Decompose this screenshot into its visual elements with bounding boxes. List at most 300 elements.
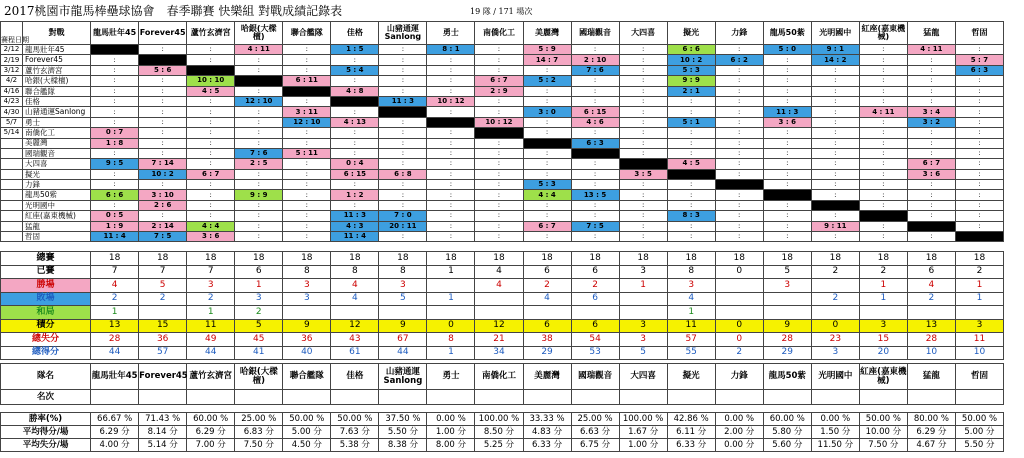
empty-score: : (786, 97, 789, 106)
match-score: 4 : 4 (538, 190, 556, 199)
empty-score: : (209, 201, 212, 210)
match-cell (763, 159, 811, 169)
summary-value: 1 (955, 279, 1003, 293)
match-cell (955, 221, 1003, 231)
summary-value (811, 279, 859, 293)
team-name: 聯合艦隊 (283, 364, 331, 390)
match-cell (571, 190, 619, 200)
match-cell (859, 65, 907, 75)
summary-value: 1 (859, 279, 907, 293)
match-cell (907, 96, 955, 106)
match-score: 20 : 11 (389, 221, 417, 230)
match-score: 12 : 10 (245, 97, 273, 106)
summary-value: 44 (91, 346, 139, 360)
match-cell (715, 55, 763, 65)
team-col-header: 龍馬50紫 (763, 22, 811, 45)
summary-value (811, 306, 859, 320)
rate-value: 7.00 分 (187, 439, 235, 452)
empty-score: : (257, 65, 260, 74)
match-cell (187, 221, 235, 231)
rate-value: 4.50 分 (283, 439, 331, 452)
match-cell (475, 45, 523, 55)
summary-value: 3 (235, 292, 283, 306)
empty-score: : (305, 169, 308, 178)
match-score: 9 : 1 (826, 45, 845, 54)
empty-score: : (930, 86, 933, 95)
grid-row (1, 117, 1004, 127)
match-score: 6 : 3 (970, 65, 989, 74)
empty-score: : (641, 45, 645, 54)
summary-value: 10 (955, 346, 1003, 360)
empty-score: : (593, 128, 597, 137)
rate-value: 60.00 % (187, 413, 235, 426)
match-cell (667, 45, 715, 55)
match-score: 1 : 5 (346, 45, 364, 54)
summary-value: 61 (331, 346, 379, 360)
empty-score: : (209, 107, 212, 116)
rank-value (571, 390, 619, 405)
match-cell (763, 65, 811, 75)
spacer (1, 405, 1004, 413)
summary-value: 18 (91, 252, 139, 266)
empty-score: : (113, 55, 116, 64)
empty-score: : (113, 86, 116, 95)
empty-score: : (545, 169, 549, 178)
match-cell (283, 190, 331, 200)
match-cell (523, 200, 571, 210)
match-cell (379, 148, 427, 158)
match-cell (859, 76, 907, 86)
summary-value: 53 (571, 346, 619, 360)
match-cell (907, 86, 955, 96)
match-date: 5/14 (1, 128, 23, 138)
match-cell (811, 169, 859, 179)
match-cell (763, 221, 811, 231)
empty-score: : (882, 128, 885, 137)
rate-value: 25.00 % (235, 413, 283, 426)
self-cell (715, 180, 763, 190)
match-date (1, 190, 23, 200)
summary-value: 57 (139, 346, 187, 360)
match-cell (667, 190, 715, 200)
summary-value: 6 (523, 265, 571, 279)
match-cell (811, 96, 859, 106)
match-cell (955, 96, 1003, 106)
summary-value: 18 (715, 252, 763, 266)
empty-score: : (689, 128, 693, 137)
match-score: 2 : 5 (250, 159, 268, 168)
match-cell (139, 221, 187, 231)
match-cell (715, 138, 763, 148)
match-score: 2 : 3 (682, 169, 700, 178)
match-cell (763, 55, 811, 65)
rate-value: 80.00 % (907, 413, 955, 426)
summary-value: 0 (811, 319, 859, 333)
match-cell (523, 45, 571, 55)
empty-score: : (401, 45, 405, 54)
match-cell (667, 211, 715, 221)
empty-score: : (882, 232, 885, 241)
empty-score: : (641, 65, 645, 74)
empty-score: : (401, 138, 405, 147)
match-date (1, 159, 23, 169)
match-cell (907, 117, 955, 127)
empty-score: : (882, 169, 885, 178)
rate-value: 50.00 % (331, 413, 379, 426)
empty-score: : (305, 138, 308, 147)
empty-score: : (449, 221, 453, 230)
empty-score: : (786, 76, 789, 85)
empty-score: : (834, 117, 837, 126)
empty-score: : (930, 149, 933, 158)
match-cell (523, 65, 571, 75)
summary-value (715, 306, 763, 320)
summary-value: 6 (571, 292, 619, 306)
grid-row (1, 200, 1004, 210)
summary-value: 55 (667, 346, 715, 360)
match-score: 3 : 0 (538, 107, 556, 116)
match-cell (139, 159, 187, 169)
summary-label: 總得分 (1, 346, 91, 360)
empty-score: : (353, 107, 357, 116)
rate-value: 0.00 分 (715, 439, 763, 452)
match-cell (619, 128, 667, 138)
summary-value: 18 (763, 252, 811, 266)
summary-value (907, 306, 955, 320)
summary-value: 10 (907, 346, 955, 360)
match-cell (235, 55, 283, 65)
summary-value (571, 306, 619, 320)
empty-score: : (305, 45, 308, 54)
empty-score: : (209, 117, 212, 126)
match-cell (427, 55, 475, 65)
match-cell (619, 200, 667, 210)
empty-score: : (161, 128, 164, 137)
empty-score: : (305, 221, 308, 230)
grid-row (1, 211, 1004, 221)
empty-score: : (305, 65, 308, 74)
empty-score: : (161, 211, 164, 220)
match-cell (187, 169, 235, 179)
match-score: 13 : 5 (583, 190, 607, 199)
summary-value: 7 (91, 265, 139, 279)
match-score: 11 : 4 (103, 232, 126, 241)
rate-label: 勝率(%) (1, 413, 91, 426)
self-cell (235, 76, 283, 86)
row-team-name: 聯合艦隊 (23, 86, 91, 96)
match-score: 0 : 5 (105, 211, 124, 220)
match-cell (283, 96, 331, 106)
empty-score: : (786, 65, 789, 74)
match-score: 11 : 3 (391, 97, 415, 106)
match-cell (907, 138, 955, 148)
empty-score: : (978, 76, 981, 85)
rank-value (667, 390, 715, 405)
match-cell (859, 190, 907, 200)
match-cell (475, 159, 523, 169)
match-cell (139, 169, 187, 179)
match-cell (571, 221, 619, 231)
match-cell (811, 190, 859, 200)
match-cell (283, 107, 331, 117)
summary-value (379, 306, 427, 320)
summary-value: 5 (139, 279, 187, 293)
match-cell (235, 159, 283, 169)
team-name: 國瑞觀音 (571, 364, 619, 390)
match-cell (763, 96, 811, 106)
team-name: Forever45 (139, 364, 187, 390)
match-cell (859, 159, 907, 169)
match-cell (955, 76, 1003, 86)
empty-score: : (545, 201, 549, 210)
match-cell (379, 86, 427, 96)
match-cell (715, 86, 763, 96)
spacer-row (1, 405, 1004, 413)
empty-score: : (882, 190, 885, 199)
empty-score: : (834, 159, 837, 168)
match-cell (523, 169, 571, 179)
match-score: 3 : 6 (922, 169, 941, 178)
match-cell (715, 76, 763, 86)
team-col-header: 光明國中 (811, 22, 859, 45)
match-cell (571, 232, 619, 242)
match-cell (475, 55, 523, 65)
empty-score: : (738, 159, 741, 168)
match-cell (379, 76, 427, 86)
row-team-name: 佳格 (23, 96, 91, 106)
match-score: 6 : 7 (922, 159, 941, 168)
match-score: 6 : 3 (586, 138, 604, 147)
empty-score: : (641, 117, 645, 126)
match-cell (571, 200, 619, 210)
team-name-row (1, 364, 1004, 390)
match-score: 1 : 2 (346, 190, 364, 199)
empty-score: : (834, 76, 837, 85)
summary-value (475, 306, 523, 320)
match-cell (811, 211, 859, 221)
grid-row (1, 180, 1004, 190)
empty-score: : (257, 201, 260, 210)
match-cell (331, 117, 379, 127)
match-date: 4/16 (1, 86, 23, 96)
grid-row (1, 148, 1004, 158)
empty-score: : (834, 97, 837, 106)
empty-score: : (978, 86, 981, 95)
empty-score: : (641, 232, 645, 241)
empty-score: : (209, 149, 212, 158)
empty-score: : (882, 117, 885, 126)
summary-value: 3 (859, 319, 907, 333)
match-cell (763, 45, 811, 55)
match-cell (907, 159, 955, 169)
match-score: 4 : 8 (346, 86, 364, 95)
empty-score: : (738, 97, 741, 106)
grid-row (1, 65, 1004, 75)
match-score: 3 : 5 (634, 169, 652, 178)
team-name: 猛龍 (907, 364, 955, 390)
empty-score: : (497, 201, 501, 210)
rank-label: 名次 (1, 390, 91, 405)
match-cell (331, 76, 379, 86)
rate-value: 11.50 分 (811, 439, 859, 452)
summary-value: 36 (283, 333, 331, 347)
summary-value (283, 306, 331, 320)
match-cell (139, 138, 187, 148)
match-cell (523, 190, 571, 200)
match-cell (379, 159, 427, 169)
summary-value: 11 (955, 333, 1003, 347)
summary-value: 18 (955, 252, 1003, 266)
rate-value: 50.00 % (859, 413, 907, 426)
empty-score: : (353, 76, 357, 85)
empty-score: : (497, 138, 501, 147)
match-cell (619, 211, 667, 221)
empty-score: : (689, 107, 693, 116)
match-cell (523, 96, 571, 106)
summary-value: 1 (427, 265, 475, 279)
rate-value: 7.50 分 (235, 439, 283, 452)
match-cell (955, 117, 1003, 127)
match-cell (187, 180, 235, 190)
match-cell (427, 96, 475, 106)
empty-score: : (545, 159, 549, 168)
empty-score: : (738, 232, 741, 241)
match-cell (571, 65, 619, 75)
match-cell (187, 96, 235, 106)
empty-score: : (161, 107, 164, 116)
summary-value: 13 (907, 319, 955, 333)
match-cell (331, 211, 379, 221)
empty-score: : (834, 138, 837, 147)
empty-score: : (545, 97, 549, 106)
grid-row (1, 169, 1004, 179)
empty-score: : (497, 190, 501, 199)
empty-score: : (497, 159, 501, 168)
summary-value: 18 (379, 252, 427, 266)
match-cell (475, 232, 523, 242)
summary-value (331, 306, 379, 320)
empty-score: : (257, 86, 260, 95)
empty-score: : (834, 232, 837, 241)
match-cell (523, 128, 571, 138)
match-cell (811, 45, 859, 55)
rate-value: 6.63 分 (571, 426, 619, 439)
summary-value: 1 (955, 292, 1003, 306)
match-cell (139, 180, 187, 190)
match-score: 10 : 12 (437, 97, 465, 106)
grid-row (1, 76, 1004, 86)
match-cell (235, 107, 283, 117)
empty-score: : (353, 201, 357, 210)
match-cell (139, 107, 187, 117)
empty-score: : (882, 180, 885, 189)
match-cell (763, 76, 811, 86)
empty-score: : (449, 211, 453, 220)
empty-score: : (401, 128, 405, 137)
match-cell (619, 180, 667, 190)
match-cell (379, 55, 427, 65)
rate-value: 8.14 分 (139, 426, 187, 439)
match-cell (619, 55, 667, 65)
match-cell (955, 138, 1003, 148)
rate-label: 平均失分/場 (1, 439, 91, 452)
match-cell (907, 148, 955, 158)
match-cell (379, 221, 427, 231)
summary-value: 5 (763, 265, 811, 279)
match-cell (283, 180, 331, 190)
match-cell (811, 159, 859, 169)
summary-label: 已賽 (1, 265, 91, 279)
match-score: 0 : 7 (105, 128, 124, 137)
summary-value: 3 (379, 279, 427, 293)
match-cell (859, 221, 907, 231)
match-cell (955, 190, 1003, 200)
row-team-name: 擬光 (23, 169, 91, 179)
empty-score: : (209, 55, 212, 64)
row-team-name: 龍馬50紫 (23, 190, 91, 200)
empty-score: : (978, 159, 981, 168)
team-col-header: 佳格 (331, 22, 379, 45)
match-cell (235, 117, 283, 127)
summary-value: 44 (379, 346, 427, 360)
empty-score: : (930, 211, 933, 220)
match-score: 5 : 9 (538, 45, 556, 54)
team-col-header: 美麗灣 (523, 22, 571, 45)
rate-value: 6.83 分 (235, 426, 283, 439)
match-cell (523, 55, 571, 65)
team-name: 佳格 (331, 364, 379, 390)
empty-score: : (257, 117, 260, 126)
match-cell (187, 138, 235, 148)
empty-score: : (930, 201, 933, 210)
empty-score: : (449, 55, 453, 64)
self-cell (475, 128, 523, 138)
rank-value (427, 390, 475, 405)
team-name: 光明國中 (811, 364, 859, 390)
rate-value: 6.29 分 (907, 426, 955, 439)
match-cell (715, 159, 763, 169)
rate-value: 1.00 分 (427, 426, 475, 439)
empty-score: : (930, 138, 933, 147)
match-date (1, 232, 23, 242)
summary-table (0, 251, 1004, 360)
match-date (1, 200, 23, 210)
match-cell (907, 169, 955, 179)
match-cell (763, 138, 811, 148)
match-cell (91, 159, 139, 169)
empty-score: : (449, 149, 453, 158)
summary-value: 1 (859, 292, 907, 306)
rate-row (1, 439, 1004, 452)
match-cell (91, 148, 139, 158)
summary-value (763, 292, 811, 306)
summary-value: 2 (859, 265, 907, 279)
match-score: 4 : 5 (682, 159, 700, 168)
match-cell (379, 211, 427, 221)
empty-score: : (113, 117, 116, 126)
summary-value: 4 (667, 292, 715, 306)
match-cell (571, 55, 619, 65)
match-cell (139, 117, 187, 127)
empty-score: : (257, 138, 260, 147)
empty-score: : (209, 128, 212, 137)
empty-score: : (401, 190, 405, 199)
match-cell (571, 86, 619, 96)
empty-score: : (786, 55, 789, 64)
match-cell (91, 96, 139, 106)
empty-score: : (161, 97, 164, 106)
match-cell (907, 180, 955, 190)
